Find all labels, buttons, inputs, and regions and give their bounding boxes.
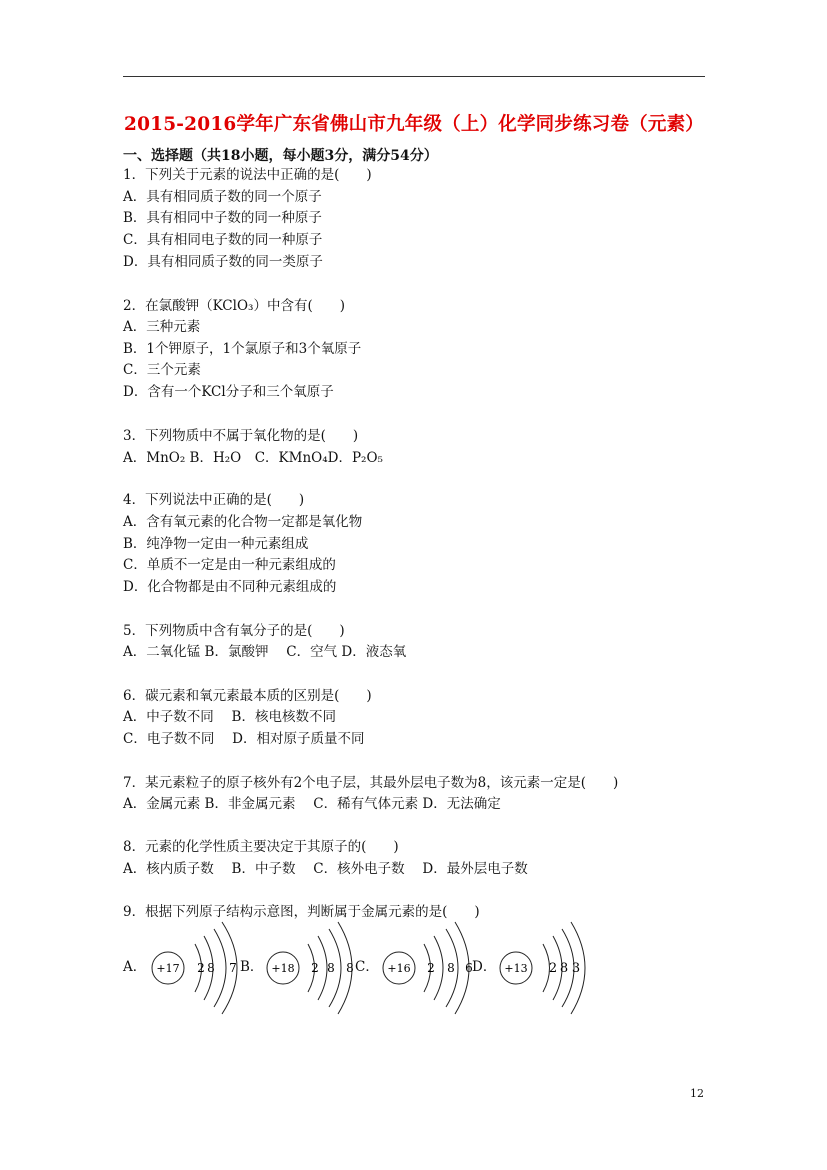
shell-arc [214, 929, 226, 1007]
electron-count: 3 [571, 961, 581, 976]
q9-option-b-label: B． [240, 959, 264, 975]
question-2-option-d: D．含有一个KCl分子和三个氧原子 [123, 384, 334, 400]
question-5-options: A．二氧化锰 B．氯酸钾 C．空气 D．液态氧 [123, 644, 407, 660]
question-7-options: A．金属元素 B．非金属元素 C．稀有气体元素 D．无法确定 [123, 796, 501, 812]
shell-arc [434, 936, 443, 1000]
atom-diagram-a [152, 922, 237, 1014]
question-4-stem: 4．下列说法中正确的是( ) [123, 492, 305, 508]
question-1-option-c: C．具有相同电子数的同一种原子 [123, 232, 323, 248]
question-9-stem: 9．根据下列原子结构示意图，判断属于金属元素的是( ) [123, 904, 480, 920]
question-1-stem: 1．下列关于元素的说法中正确的是( ) [123, 167, 372, 183]
q9-option-c-label: C． [355, 959, 379, 975]
nucleus-charge: +18 [271, 962, 295, 975]
section-heading: 一、选择题（共18小题，每小题3分，满分54分） [123, 148, 438, 164]
question-5-stem: 5．下列物质中含有氧分子的是( ) [123, 623, 345, 639]
question-8-options: A．核内质子数 B．中子数 C．核外电子数 D．最外层电子数 [123, 861, 528, 877]
question-4-option-c: C．单质不一定是由一种元素组成的 [123, 557, 336, 573]
page-number: 12 [690, 1087, 704, 1100]
electron-count: 7 [229, 961, 237, 975]
electron-count: 8 [447, 961, 455, 975]
electron-count: 2 [311, 961, 319, 975]
atom-diagram-b [267, 922, 354, 1014]
electron-count: 2 [548, 961, 558, 976]
electron-count: 8 [346, 961, 354, 975]
question-4-option-b: B．纯净物一定由一种元素组成 [123, 536, 309, 552]
question-7-stem: 7．某元素粒子的原子核外有2个电子层，其最外层电子数为8，该元素一定是( ) [123, 775, 619, 791]
atom-diagram-c [383, 922, 473, 1014]
question-4-option-a: A．含有氧元素的化合物一定都是氧化物 [123, 514, 363, 530]
page-title: 2015-2016学年广东省佛山市九年级（上）化学同步练习卷（元素） [124, 114, 704, 135]
question-2-option-a: A．三种元素 [123, 319, 201, 335]
nucleus-charge: +16 [387, 962, 411, 975]
shell-arc [318, 936, 327, 1000]
electron-count: 8 [559, 961, 569, 976]
question-1-option-a: A．具有相同质子数的同一个原子 [123, 189, 322, 205]
question-2-stem: 2．在氯酸钾（KClO₃）中含有( ) [123, 298, 345, 314]
question-2-option-b: B．1个钾原子，1个氯原子和3个氧原子 [123, 341, 362, 357]
electron-count: 2 [197, 961, 205, 975]
question-6-stem: 6．碳元素和氧元素最本质的区别是( ) [123, 688, 372, 704]
question-3-stem: 3．下列物质中不属于氧化物的是( ) [123, 428, 359, 444]
atom-diagram-d [500, 922, 585, 1014]
question-4-option-d: D．化合物都是由不同种元素组成的 [123, 579, 337, 595]
q9-option-a-label: A． [123, 959, 147, 975]
question-3-options: A．MnO₂ B．H₂O C．KMnO₄D．P₂O₅ [123, 450, 383, 466]
question-1-option-b: B．具有相同中子数的同一种原子 [123, 210, 322, 226]
electron-count: 6 [465, 961, 473, 975]
question-1-option-d: D．具有相同质子数的同一类原子 [123, 254, 323, 270]
question-6-options-cd: C．电子数不同 D．相对原子质量不同 [123, 731, 365, 747]
question-2-option-c: C．三个元素 [123, 362, 201, 378]
nucleus-charge: +13 [504, 962, 528, 975]
nucleus-charge: +17 [156, 962, 180, 975]
electron-count: 2 [427, 961, 435, 975]
q9-option-d-label: D． [472, 959, 497, 975]
electron-count: 8 [207, 961, 215, 975]
question-8-stem: 8．元素的化学性质主要决定于其原子的( ) [123, 839, 399, 855]
question-6-options-ab: A．中子数不同 B．核电核数不同 [123, 709, 336, 725]
electron-count: 8 [327, 961, 335, 975]
